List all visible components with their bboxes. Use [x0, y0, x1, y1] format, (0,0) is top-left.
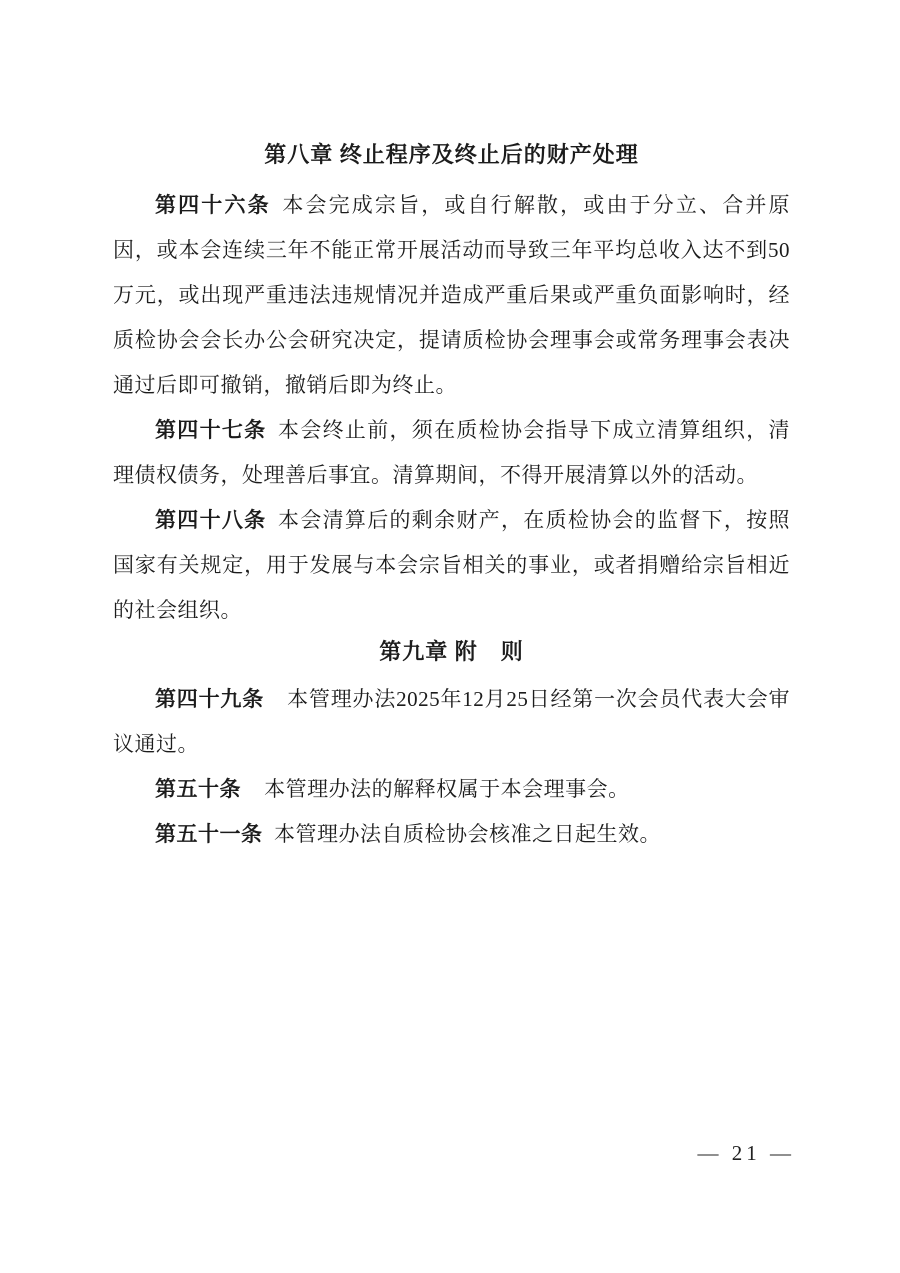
chapter-9-heading: 第九章 附 则: [379, 639, 524, 664]
article-51: [113, 812, 790, 857]
article-50-text: 本管理办法的解释权属于本会理事会。: [264, 777, 630, 801]
page-number: — 21 —: [697, 1141, 795, 1165]
article-49-text: 本管理办法2025年12月25日经第一次会员代表大会审议通过。: [113, 687, 791, 756]
chapter-8-heading: 第八章 终止程序及终止后的财产处理: [264, 142, 639, 167]
article-46-number: 第四十六条: [155, 193, 271, 217]
article-47-text: 本会终止前，须在质检协会指导下成立清算组织，清理债权债务，处理善后事宜。清算期间，不得开展清算以外的活动。: [113, 418, 791, 487]
article-49: [113, 677, 790, 767]
article-47: [113, 408, 790, 498]
article-48-text: 本会清算后的剩余财产，在质检协会的监督下，按照国家有关规定，用于发展与本会宗旨相关的事业，或者捐赠给宗旨相近的社会组织。: [113, 508, 791, 622]
article-50-number: 第五十条: [155, 777, 241, 801]
article-47-number: 第四十七条: [155, 418, 267, 442]
article-49-number: 第四十九条: [155, 687, 265, 711]
article-46: [113, 183, 790, 408]
article-51-number: 第五十一条: [155, 822, 263, 846]
article-48-number: 第四十八条: [155, 508, 267, 532]
article-48: [113, 498, 790, 633]
article-50: [113, 767, 790, 812]
article-46-text: 本会完成宗旨，或自行解散，或由于分立、合并原因，或本会连续三年不能正常开展活动而导致三年平均总收入达不到50万元，或出现严重违法违规情况并造成严重后果或严重负面影响时，经质检协会会长办公会研究决定，提请质检协会理事会或常务理事会表决通过后即可撤销，撤销后即为终止。: [113, 193, 791, 397]
article-51-text: 本管理办法自质检协会核准之日起生效。: [274, 822, 662, 846]
